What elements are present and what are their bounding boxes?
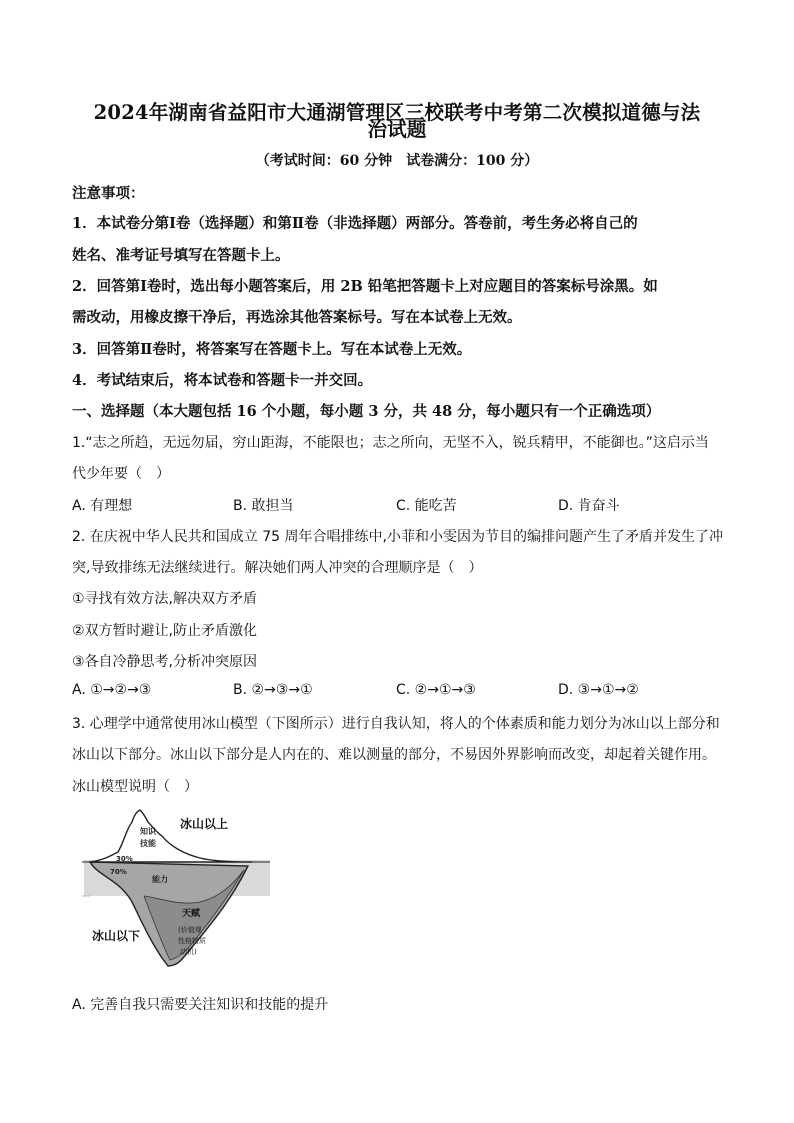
- label-above-iceberg: 冰山以上: [180, 817, 229, 831]
- q2-option-c: C. ②→①→③: [396, 682, 476, 698]
- q1-stem-line2: 代少年要（ ）: [72, 466, 170, 482]
- exam-info: （考试时间：60 分钟 试卷满分：100 分）: [255, 153, 539, 169]
- q1-option-a: A. 有理想: [72, 498, 133, 514]
- q2-option-b: B. ②→③→①: [233, 682, 313, 698]
- exam-title-line1: 2024年湖南省益阳市大通湖管理区三校联考中考第二次模拟道德与法: [93, 101, 701, 124]
- q2-item-3: ③各自冷静思考,分析冲突原因: [72, 654, 258, 670]
- label-talent-detail-2: 性格特质: [178, 937, 206, 945]
- label-below-iceberg: 冰山以下: [92, 929, 141, 943]
- q1-option-d: D. 肯奋斗: [558, 498, 620, 514]
- section-heading: 一、选择题（本大题包括 16 个小题，每小题 3 分，共 48 分，每小题只有一个正确选项）: [72, 403, 661, 420]
- q2-stem-line1: 2. 在庆祝中华人民共和国成立 75 周年合唱排练中,小菲和小雯因为节目的编排问题产生了矛盾并发生了冲: [72, 529, 723, 545]
- notice-item-2-cont: 需改动，用橡皮擦干净后，再选涂其他答案标号。写在本试卷上无效。: [72, 309, 522, 326]
- q1-option-c: C. 能吃苦: [396, 498, 457, 514]
- q2-option-d: D. ③→①→②: [558, 682, 639, 698]
- q2-option-a: A. ①→②→③: [72, 682, 152, 698]
- exam-title-line2-text: 治试题: [367, 118, 427, 141]
- notice-item-2: 2．回答第Ⅰ卷时，选出每小题答案后，用 2B 铅笔把答题卡上对应题目的答案标号涂黑。如: [72, 278, 658, 295]
- label-ability: 能力: [152, 875, 168, 884]
- label-pct-70: 70%: [110, 868, 127, 876]
- label-knowledge: 知识: [140, 827, 156, 836]
- notice-item-1-cont: 姓名、准考证号填写在答题卡上。: [72, 247, 290, 264]
- q1-option-b: B. 敢担当: [233, 498, 294, 514]
- notice-item-1: 1．本试卷分第Ⅰ卷（选择题）和第Ⅱ卷（非选择题）两部分。答卷前，考生务必将自己的: [72, 215, 638, 232]
- label-talent-detail-1: (价值观: [178, 926, 202, 934]
- q3-stem-line1: 3. 心理学中通常使用冰山模型（下图所示）进行自我认知，将人的个体素质和能力划分为冰山以上部分和: [72, 716, 720, 732]
- label-pct-30: 30%: [116, 855, 133, 863]
- notice-item-4: 4．考试结束后，将本试卷和答题卡一并交回。: [72, 372, 373, 389]
- notice-item-3: 3．回答第Ⅱ卷时，将答案写在答题卡上。写在本试卷上无效。: [72, 341, 472, 358]
- iceberg-model-figure: [80, 806, 280, 974]
- q3-option-a: A. 完善自我只需要关注知识和技能的提升: [72, 997, 329, 1013]
- q1-stem-line1: 1.“志之所趋，无远勿届，穷山距海，不能限也；志之所向，无坚不入，锐兵精甲，不能御也。”这启示当: [72, 435, 709, 451]
- q3-stem-line2: 冰山以下部分。冰山以下部分是人内在的、难以测量的部分，不易因外界影响而改变，却起着关键作用。: [72, 747, 716, 763]
- q2-item-1: ①寻找有效方法,解决双方矛盾: [72, 591, 258, 607]
- q2-item-2: ②双方暂时避让,防止矛盾激化: [72, 623, 258, 639]
- label-skills: 技能: [140, 839, 156, 848]
- label-talent: 天赋: [182, 909, 201, 919]
- q2-stem-line2: 突,导致排练无法继续进行。解决她们两人冲突的合理顺序是（ ）: [72, 560, 483, 576]
- notice-heading: 注意事项：: [72, 185, 145, 202]
- label-talent-detail-3: 动机): [180, 948, 197, 956]
- q3-stem-line3: 冰山模型说明（ ）: [72, 779, 198, 795]
- exam-title-line2: [72, 113, 722, 141]
